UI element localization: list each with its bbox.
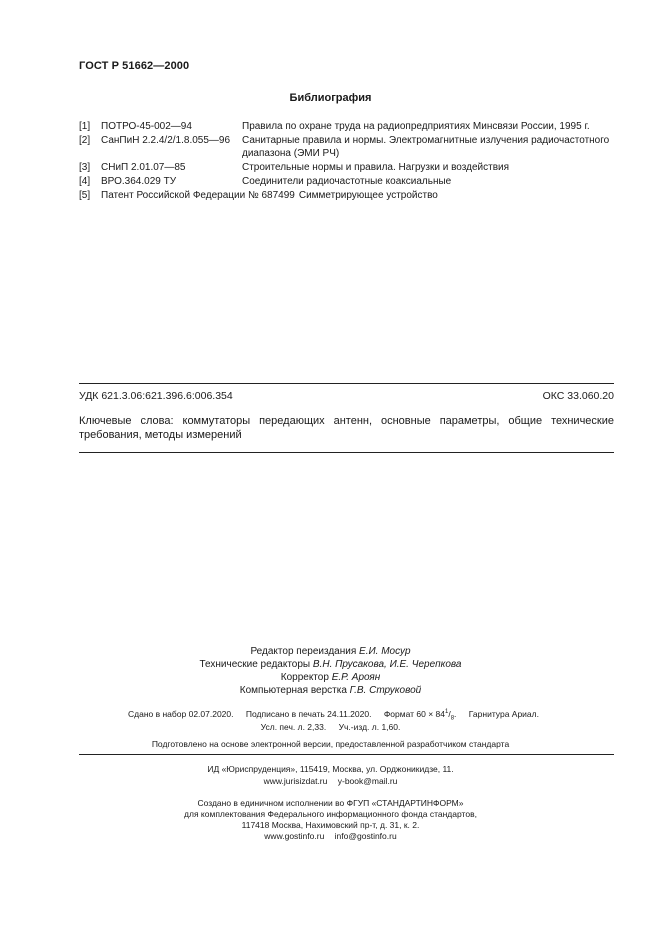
producer-line2: для комплектования Федерального информационного фонда стандартов, (184, 809, 477, 819)
credit-name: Г.В. Струковой (349, 685, 422, 696)
publisher-email-link[interactable]: y-book@mail.ru (337, 776, 398, 786)
item-text: Симметрирующее устройство (298, 190, 438, 201)
credit-line (0, 671, 661, 684)
credit-label: Корректор (280, 672, 329, 683)
item-number: [1] (79, 121, 91, 132)
standard-number: ГОСТ Р 51662—2000 (79, 60, 190, 72)
bibliography-item (79, 175, 619, 188)
credit-line (0, 684, 661, 697)
oks-code: ОКС 33.060.20 (542, 390, 614, 402)
item-number: [2] (79, 135, 91, 146)
item-number: [3] (79, 162, 91, 173)
item-text: Соединители радиочастотные коаксиальные (242, 176, 452, 187)
credit-line (0, 658, 661, 671)
publisher-site-link[interactable]: www.jurisizdat.ru (263, 776, 328, 786)
credit-label: Компьютерная верстка (239, 685, 347, 696)
typeset-date: Сдано в набор 02.07.2020. (128, 709, 234, 719)
item-code: Патент Российской Федерации № 687499 (101, 190, 295, 201)
credit-label: Технические редакторы (199, 659, 311, 670)
divider-footer (79, 754, 614, 755)
udk-code: УДК 621.3.06:621.396.6:006.354 (79, 390, 233, 402)
credits-block (0, 645, 661, 697)
item-number: [5] (79, 190, 91, 201)
publisher-address: ИД «Юриспруденция», 115419, Москва, ул. Орджоникидзе, 11. (207, 764, 454, 774)
credit-line (0, 645, 661, 658)
item-code: СНиП 2.01.07—85 (101, 162, 186, 173)
producer-email-link[interactable]: info@gostinfo.ru (334, 831, 397, 841)
credit-name: Е.Р. Ароян (331, 672, 381, 683)
item-code: СанПиН 2.2.4/2/1.8.055—96 (101, 135, 231, 146)
prepared-note: Подготовлено на основе электронной версии, предоставленной разработчиком стандарта (151, 739, 510, 749)
keywords: Ключевые слова: коммутаторы передающих антенн, основные параметры, общие технические требования, методы измерений (79, 415, 614, 441)
publisher-contacts (0, 776, 661, 786)
format: Формат $60 \times 84^1/_8$. (383, 709, 457, 722)
credit-name: Е.И. Мосур (359, 646, 411, 657)
producer-contacts (0, 831, 661, 841)
producer-line1: Создано в единичном исполнении во ФГУП «СТАНДАРТИНФОРМ» (197, 798, 464, 808)
print-sheets: Усл. печ. л. 2,33. (260, 722, 327, 732)
bibliography-title: Библиография (289, 92, 372, 104)
divider-bottom (79, 452, 614, 453)
publication-info-line2 (0, 722, 661, 732)
item-code: ВРО.364.029 ТУ (101, 176, 177, 187)
item-text: Правила по охране труда на радиопредприятиях Минсвязи России, 1995 г. (242, 121, 590, 132)
font-name: Гарнитура Ариал. (468, 709, 539, 719)
bibliography-item (79, 134, 619, 160)
publication-info-line1 (128, 709, 539, 722)
item-text: Санитарные правила и нормы. Электромагнитные излучения радиочастотного диапазона (ЭМИ РЧ) (242, 135, 610, 159)
bibliography-item (79, 120, 619, 133)
signed-date: Подписано в печать 24.11.2020. (245, 709, 372, 719)
divider-top (79, 383, 614, 384)
bibliography-list (79, 120, 619, 203)
producer-line3: 117418 Москва, Нахимовский пр-т, д. 31, к. 2. (241, 820, 420, 830)
publisher-sheets: Уч.-изд. л. 1,60. (338, 722, 401, 732)
item-text: Строительные нормы и правила. Нагрузки и воздействия (242, 162, 510, 173)
item-number: [4] (79, 176, 91, 187)
item-code: ПОТРО-45-002—94 (101, 121, 192, 132)
producer-site-link[interactable]: www.gostinfo.ru (264, 831, 325, 841)
bibliography-item (79, 189, 619, 202)
bibliography-item (79, 161, 619, 174)
credit-name: В.Н. Прусакова, И.Е. Черепкова (312, 659, 462, 670)
credit-label: Редактор переиздания (250, 646, 357, 657)
